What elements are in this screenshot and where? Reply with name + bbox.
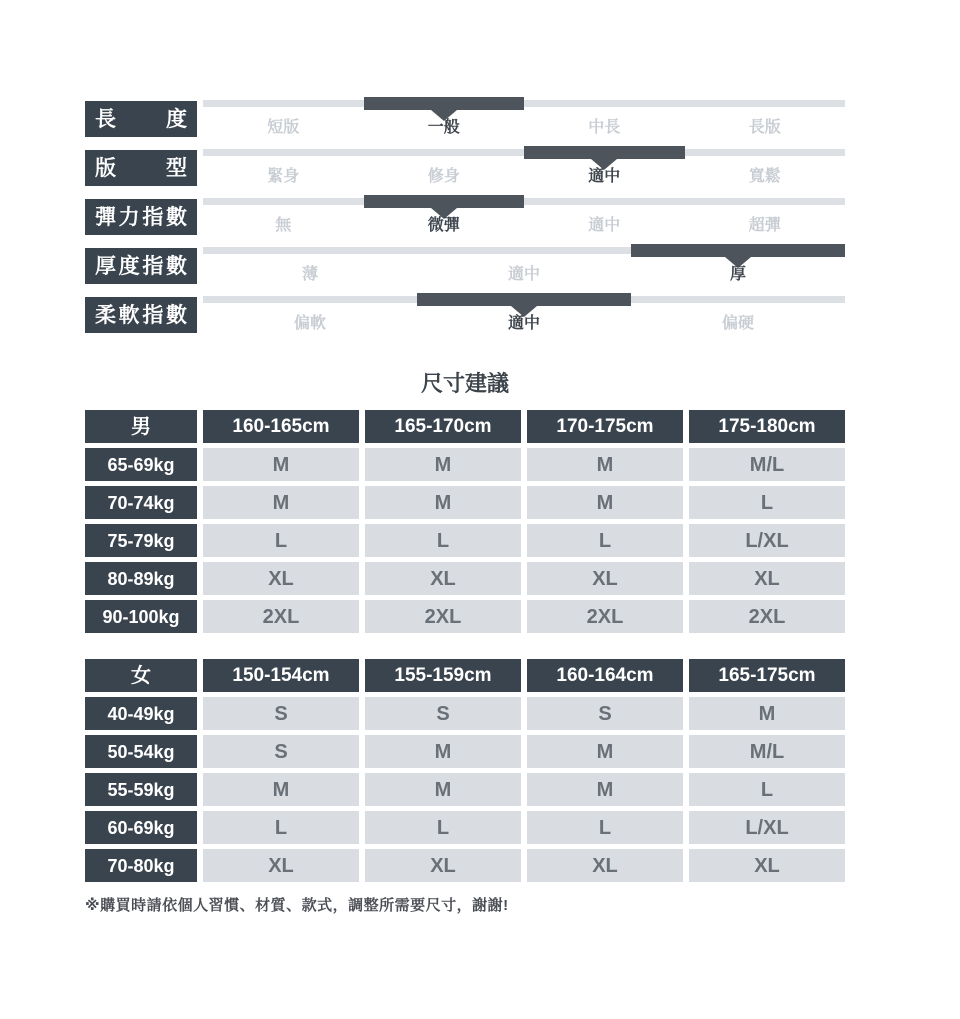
scale-selected-segment: [417, 293, 631, 306]
attr-label-char: 柔: [95, 303, 116, 327]
size-cell: XL: [689, 849, 845, 882]
purchase-note: ※購買時請依個人習慣、材質、款式，調整所需要尺寸，謝謝!: [85, 897, 509, 914]
scale-option-selected: 微彈: [427, 217, 460, 234]
size-cell: M/L: [689, 448, 845, 481]
attribute-scales: [85, 97, 845, 337]
height-column-header: 160-165cm: [203, 410, 359, 443]
attr-row-fit: [85, 146, 845, 190]
size-cell: M/L: [689, 735, 845, 768]
attr-label-char: 數: [165, 303, 187, 327]
attr-scale-elasticity: [203, 195, 845, 239]
attr-scale-softness: [203, 293, 845, 337]
size-cell: M: [527, 486, 683, 519]
weight-row-header: 60-69kg: [85, 811, 197, 844]
attr-label-softness: [85, 297, 197, 333]
size-cell: M: [527, 735, 683, 768]
scale-option-selected: 厚: [729, 266, 746, 283]
attr-label-char: 軟: [118, 303, 140, 327]
scale-selected-segment: [631, 244, 845, 257]
height-column-header: 160-164cm: [527, 659, 683, 692]
size-section-title: 尺寸建議: [420, 371, 509, 396]
weight-row-header: 50-54kg: [85, 735, 197, 768]
attr-row-thickness: [85, 244, 845, 288]
size-cell: L: [203, 811, 359, 844]
attr-label-char: 厚: [95, 254, 116, 278]
attr-label-char: 版: [95, 156, 116, 180]
attr-label-char: 指: [142, 303, 164, 327]
scale-track: [203, 100, 845, 107]
gender-corner-header: 女: [85, 659, 197, 692]
size-cell: L: [203, 524, 359, 557]
attr-label-elasticity: [85, 199, 197, 235]
attr-label-char: 長: [95, 107, 116, 131]
size-cell: M: [365, 735, 521, 768]
scale-option: 無: [275, 217, 292, 234]
scale-option: 偏軟: [293, 315, 326, 332]
size-cell: S: [527, 697, 683, 730]
attr-label-char: 型: [166, 156, 187, 180]
height-column-header: 165-175cm: [689, 659, 845, 692]
size-cell: XL: [689, 562, 845, 595]
scale-selected-segment: [364, 97, 525, 110]
gender-corner-header: 男: [85, 410, 197, 443]
attr-label-char: 力: [118, 205, 140, 229]
scale-option: 短版: [267, 119, 300, 136]
size-cell: 2XL: [689, 600, 845, 633]
size-cell: L/XL: [689, 811, 845, 844]
attr-label-char: 數: [165, 205, 187, 229]
size-cell: M: [365, 486, 521, 519]
size-cell: 2XL: [527, 600, 683, 633]
scale-option: 緊身: [267, 168, 300, 185]
attr-row-elasticity: [85, 195, 845, 239]
size-cell: L: [689, 773, 845, 806]
size-cell: L: [365, 524, 521, 557]
scale-option-selected: 一般: [427, 119, 460, 136]
size-cell: L: [365, 811, 521, 844]
size-cell: M: [527, 448, 683, 481]
scale-options: [203, 264, 845, 286]
weight-row-header: 70-80kg: [85, 849, 197, 882]
attr-scale-fit: [203, 146, 845, 190]
height-column-header: 150-154cm: [203, 659, 359, 692]
size-cell: XL: [203, 562, 359, 595]
scale-option: 適中: [588, 217, 621, 234]
content-column: [85, 0, 845, 915]
size-cell: M: [689, 697, 845, 730]
scale-option: 長版: [748, 119, 781, 136]
scale-track: [203, 198, 845, 205]
scale-options: [203, 215, 845, 237]
men-size-table: [85, 410, 845, 633]
size-cell: XL: [527, 562, 683, 595]
attr-label-char: 彈: [95, 205, 116, 229]
attr-scale-length: [203, 97, 845, 141]
size-cell: S: [365, 697, 521, 730]
size-cell: S: [203, 697, 359, 730]
size-cell: M: [203, 486, 359, 519]
size-cell: 2XL: [203, 600, 359, 633]
weight-row-header: 40-49kg: [85, 697, 197, 730]
attr-row-softness: [85, 293, 845, 337]
scale-option: 修身: [427, 168, 460, 185]
weight-row-header: 55-59kg: [85, 773, 197, 806]
weight-row-header: 75-79kg: [85, 524, 197, 557]
attr-label-char: 度: [118, 254, 140, 278]
size-cell: S: [203, 735, 359, 768]
size-cell: L: [527, 524, 683, 557]
scale-options: [203, 117, 845, 139]
size-cell: M: [527, 773, 683, 806]
size-cell: XL: [527, 849, 683, 882]
women-size-table: [85, 659, 845, 882]
size-cell: XL: [365, 849, 521, 882]
scale-options: [203, 313, 845, 335]
scale-option: 偏硬: [721, 315, 754, 332]
size-cell: M: [365, 773, 521, 806]
scale-selected-segment: [524, 146, 685, 159]
attr-label-fit: [85, 150, 197, 186]
scale-option: 中長: [588, 119, 621, 136]
size-cell: L: [527, 811, 683, 844]
scale-options: [203, 166, 845, 188]
size-cell: M: [365, 448, 521, 481]
height-column-header: 155-159cm: [365, 659, 521, 692]
scale-option: 薄: [301, 266, 318, 283]
scale-option: 超彈: [748, 217, 781, 234]
attr-row-length: [85, 97, 845, 141]
height-column-header: 170-175cm: [527, 410, 683, 443]
attr-label-char: 指: [142, 205, 164, 229]
weight-row-header: 65-69kg: [85, 448, 197, 481]
height-column-header: 165-170cm: [365, 410, 521, 443]
attr-label-length: [85, 101, 197, 137]
attr-label-char: 度: [166, 107, 187, 131]
size-cell: M: [203, 773, 359, 806]
size-cell: 2XL: [365, 600, 521, 633]
weight-row-header: 70-74kg: [85, 486, 197, 519]
weight-row-header: 80-89kg: [85, 562, 197, 595]
size-cell: XL: [203, 849, 359, 882]
attr-label-thickness: [85, 248, 197, 284]
height-column-header: 175-180cm: [689, 410, 845, 443]
size-cell: L/XL: [689, 524, 845, 557]
scale-option: 適中: [507, 266, 540, 283]
size-cell: L: [689, 486, 845, 519]
scale-option-selected: 適中: [588, 168, 621, 185]
attr-label-char: 指: [142, 254, 164, 278]
weight-row-header: 90-100kg: [85, 600, 197, 633]
scale-option-selected: 適中: [507, 315, 540, 332]
attr-scale-thickness: [203, 244, 845, 288]
attr-label-char: 數: [165, 254, 187, 278]
scale-option: 寬鬆: [748, 168, 781, 185]
size-cell: M: [203, 448, 359, 481]
scale-selected-segment: [364, 195, 525, 208]
size-cell: XL: [365, 562, 521, 595]
